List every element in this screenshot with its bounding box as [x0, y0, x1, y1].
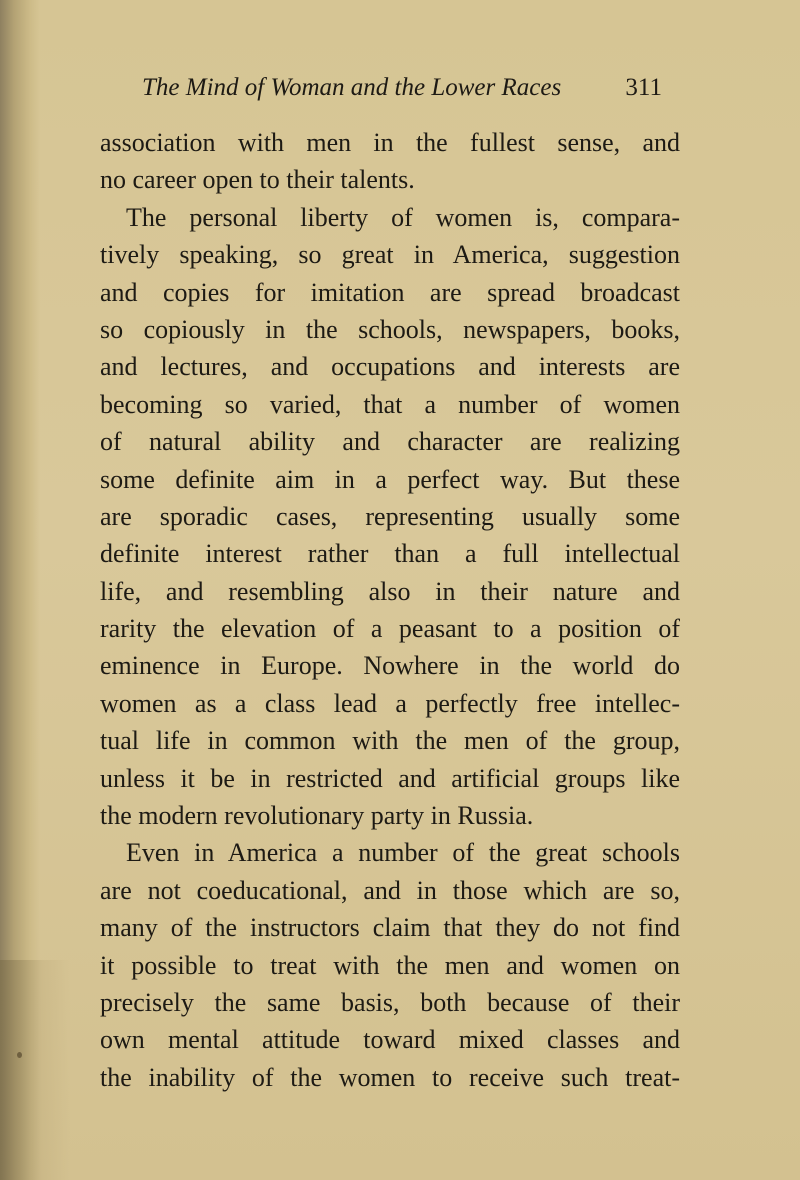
text-line: becoming so varied, that a number of women: [100, 389, 680, 419]
text-line: tively speaking, so great in America, suggestion: [100, 240, 680, 270]
text-line: are sporadic cases, representing usually some: [100, 501, 680, 531]
text-line: definite interest rather than a full intellectual: [100, 539, 680, 569]
text-line: and copies for imitation are spread broadcast: [100, 277, 680, 307]
text-line: the inability of the women to receive such treat-: [100, 1062, 680, 1092]
text-line: many of the instructors claim that they do not find: [100, 913, 680, 943]
text-line: Even in America a number of the great schools: [126, 838, 680, 868]
text-line: The personal liberty of women is, compara-: [126, 202, 680, 232]
text-line: association with men in the fullest sense, and: [100, 128, 680, 157]
text-line: life, and resembling also in their nature and: [100, 576, 680, 606]
body-text: [100, 124, 680, 1096]
text-line: so copiously in the schools, newspapers, books,: [100, 314, 680, 344]
page-header: [142, 70, 662, 106]
text-line: some definite aim in a perfect way. But these: [100, 464, 680, 494]
page-stain: [0, 960, 70, 1180]
running-title: The Mind of Woman and the Lower Races: [142, 74, 562, 101]
ink-speck: [17, 1052, 22, 1058]
text-line: are not coeducational, and in those which are so,: [100, 875, 680, 905]
text-line: eminence in Europe. Nowhere in the world do: [100, 651, 680, 681]
text-line: no career open to their talents.: [100, 165, 415, 195]
text-line: the modern revolutionary party in Russia.: [100, 801, 534, 831]
text-line: rarity the elevation of a peasant to a position of: [100, 614, 680, 644]
text-line: own mental attitude toward mixed classes and: [100, 1025, 680, 1055]
text-line: of natural ability and character are realizing: [100, 427, 680, 457]
text-line: precisely the same basis, both because of their: [100, 987, 680, 1017]
text-line: and lectures, and occupations and interests are: [100, 352, 680, 382]
text-line: it possible to treat with the men and women on: [100, 950, 680, 980]
text-line: tual life in common with the men of the group,: [100, 726, 680, 756]
text-line: women as a class lead a perfectly free intellec-: [100, 688, 680, 718]
page-number: 311: [625, 74, 662, 101]
text-line: unless it be in restricted and artificial groups like: [100, 763, 680, 793]
